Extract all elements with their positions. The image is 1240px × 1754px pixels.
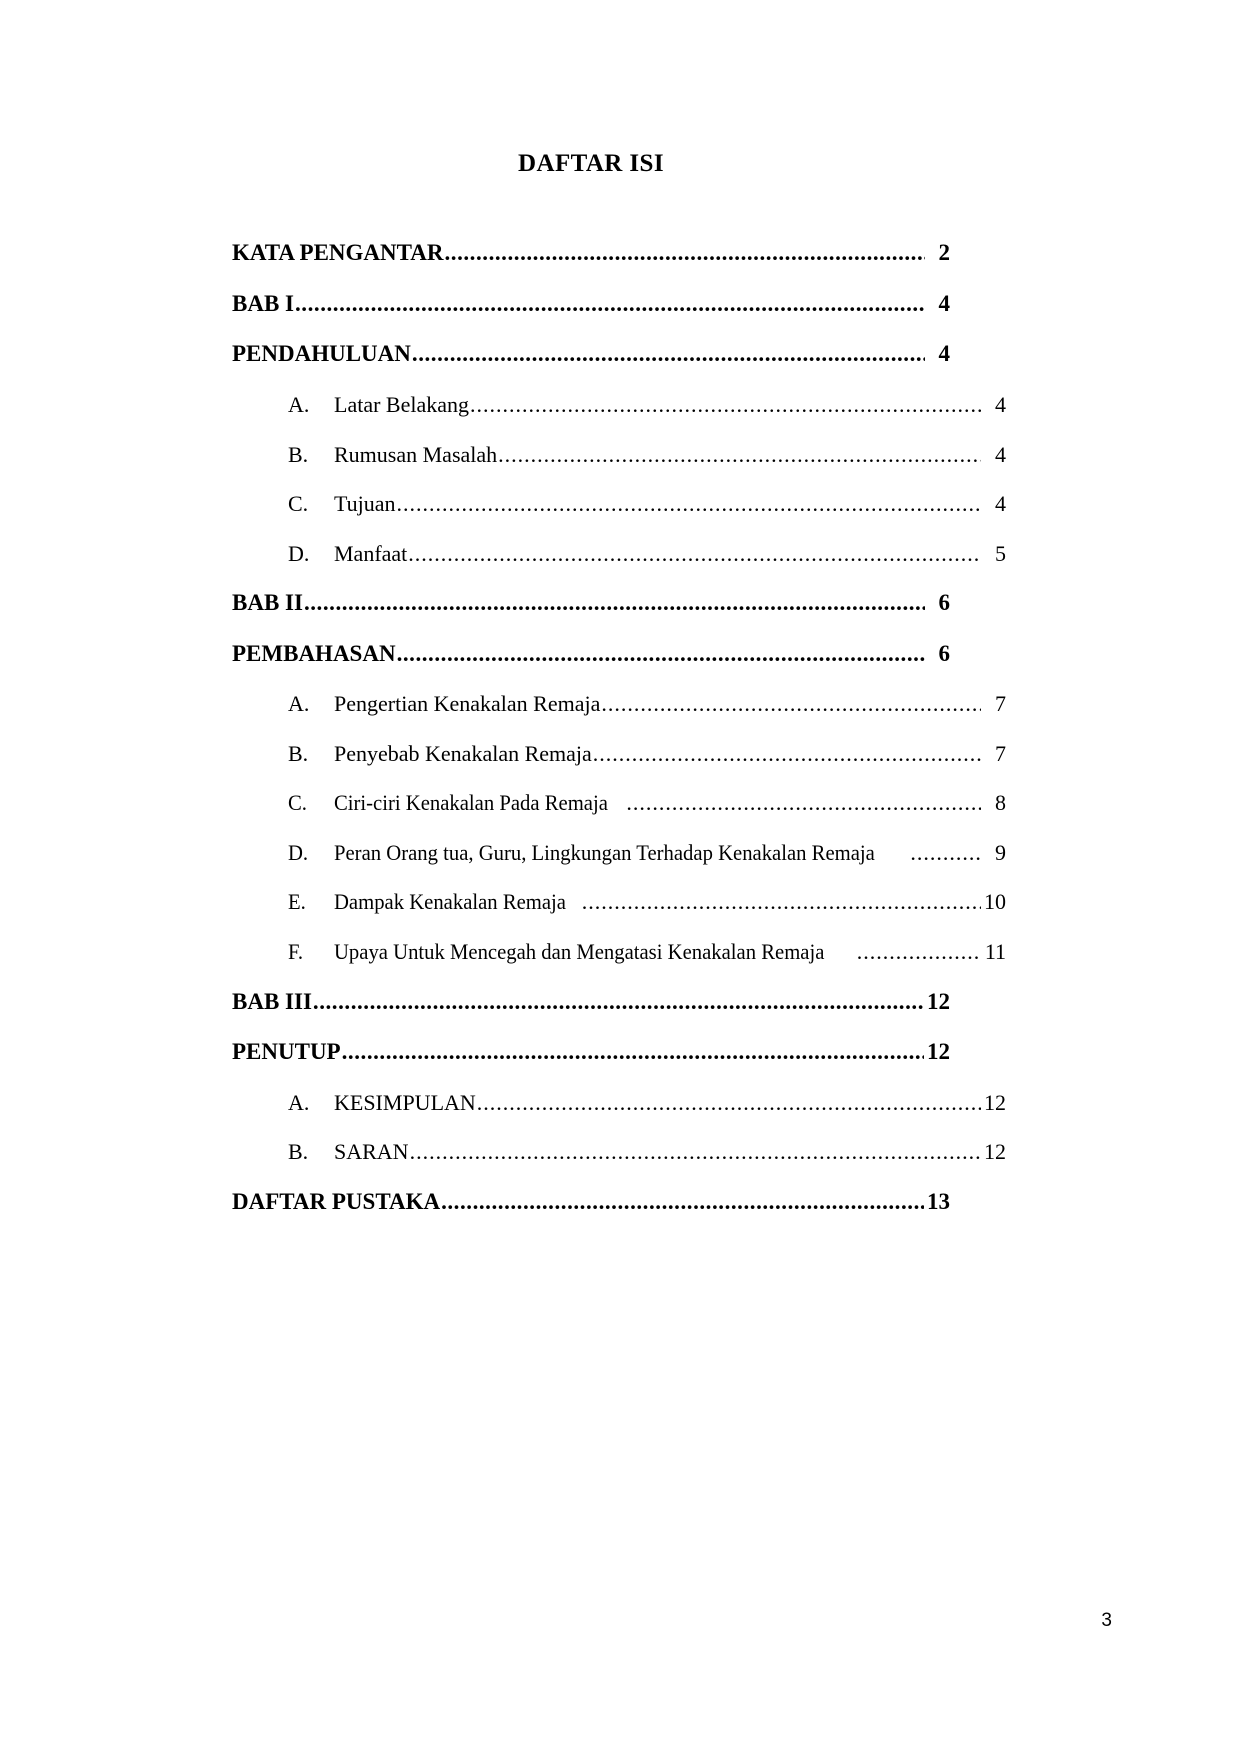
toc-entry-marker: B. <box>288 1139 309 1165</box>
toc-entry-marker: E. <box>288 889 306 915</box>
toc-entry[interactable] <box>232 989 950 1016</box>
toc-entry-page-number: 4 <box>938 290 950 316</box>
toc-entry-page-number: 5 <box>995 540 1006 566</box>
toc-entry-page-number: 2 <box>938 240 950 265</box>
toc-entry-label: Latar Belakang <box>334 392 469 418</box>
toc-dot-leader <box>441 1189 924 1216</box>
toc-dot-leader <box>410 1139 981 1165</box>
toc-entry-label: Dampak Kenakalan Remaja <box>334 889 566 915</box>
toc-dot-leader <box>295 291 925 318</box>
toc-entry[interactable] <box>232 392 1006 418</box>
toc-entry[interactable] <box>232 1039 950 1066</box>
toc-dot-leader <box>498 442 981 468</box>
toc-entry-marker: A. <box>288 392 310 418</box>
toc-entry-page-number: 12 <box>927 1039 950 1065</box>
toc-dot-leader <box>626 790 981 816</box>
toc-entry-marker: C. <box>288 491 309 517</box>
toc-dot-leader <box>593 741 981 767</box>
toc-entry-label: Penyebab Kenakalan Remaja <box>334 740 592 766</box>
toc-dot-leader <box>477 1090 981 1116</box>
toc-entry[interactable] <box>232 442 1006 468</box>
toc-entry-page-number: 11 <box>984 939 1006 964</box>
toc-entry[interactable] <box>232 291 950 318</box>
toc-dot-leader <box>470 392 981 418</box>
toc-entry-label: DAFTAR PUSTAKA <box>232 1188 441 1214</box>
toc-entry[interactable] <box>232 341 950 368</box>
toc-entry-label: PENUTUP <box>232 1039 341 1065</box>
toc-entry-label: KESIMPULAN <box>334 1089 476 1115</box>
toc-entry[interactable] <box>232 741 1006 767</box>
toc-entry[interactable] <box>232 939 1006 965</box>
toc-dot-leader <box>397 641 925 668</box>
toc-entry-marker: D. <box>288 839 309 865</box>
toc-entry[interactable] <box>232 1189 950 1216</box>
toc-entry-marker: B. <box>288 441 309 467</box>
toc-entry-page-number: 12 <box>984 1089 1006 1115</box>
toc-entry[interactable] <box>232 889 1006 915</box>
toc-entry-page-number: 4 <box>938 341 950 367</box>
toc-dot-leader <box>910 840 981 866</box>
toc-entry-label: Rumusan Masalah <box>334 441 498 467</box>
toc-entry[interactable] <box>232 541 1006 567</box>
toc-entry-label: Pengertian Kenakalan Remaja <box>334 691 601 717</box>
toc-dot-leader <box>601 691 981 717</box>
toc-entry[interactable] <box>232 1090 1006 1116</box>
toc-dot-leader <box>444 240 925 267</box>
toc-entry-page-number: 7 <box>995 691 1006 717</box>
toc-entry-label: KATA PENGANTAR <box>232 240 444 265</box>
toc-dot-leader <box>342 1039 924 1066</box>
toc-entry-label: Upaya Untuk Mencegah dan Mengatasi Kenakalan Remaja <box>334 939 825 964</box>
toc-entry-label: BAB III <box>232 988 312 1014</box>
toc-dot-leader <box>857 939 981 965</box>
toc-entry[interactable] <box>232 691 1006 717</box>
toc-entry-page-number: 9 <box>995 839 1006 865</box>
table-of-contents-list <box>232 240 1006 1216</box>
toc-entry-page-number: 12 <box>927 988 950 1014</box>
toc-dot-leader <box>412 341 925 368</box>
footer-page-number: 3 <box>1101 1610 1112 1631</box>
toc-entry-page-number: 6 <box>938 640 950 666</box>
toc-entry-marker: A. <box>288 691 310 717</box>
toc-entry-page-number: 4 <box>995 441 1006 467</box>
toc-dot-leader <box>397 491 981 517</box>
toc-entry-label: Ciri-ciri Kenakalan Pada Remaja <box>334 790 608 816</box>
toc-entry-marker: D. <box>288 540 310 566</box>
toc-entry-page-number: 4 <box>995 491 1006 517</box>
toc-dot-leader <box>304 590 925 617</box>
toc-entry-page-number: 13 <box>927 1188 950 1214</box>
toc-entry-page-number: 8 <box>995 790 1006 816</box>
toc-entry-marker: F. <box>288 939 304 964</box>
toc-entry[interactable] <box>232 840 1006 866</box>
toc-entry-page-number: 4 <box>995 392 1006 418</box>
toc-entry[interactable] <box>232 1139 1006 1165</box>
toc-entry-label: BAB II <box>232 590 303 616</box>
toc-entry-label: PENDAHULUAN <box>232 341 411 367</box>
toc-dot-leader <box>313 989 924 1016</box>
toc-entry-label: PEMBAHASAN <box>232 640 396 666</box>
toc-entry-page-number: 12 <box>984 1139 1006 1165</box>
page-title: DAFTAR ISI <box>518 150 664 177</box>
toc-entry[interactable] <box>232 240 950 267</box>
toc-entry-marker: A. <box>288 1089 310 1115</box>
toc-entry[interactable] <box>232 790 1006 816</box>
toc-content <box>232 150 1006 1240</box>
toc-entry-marker: B. <box>288 740 309 766</box>
toc-entry-label: BAB I <box>232 290 294 316</box>
toc-dot-leader <box>582 889 981 915</box>
toc-entry-label: Peran Orang tua, Guru, Lingkungan Terhadap Kenakalan Remaja <box>334 839 875 865</box>
toc-entry[interactable] <box>232 641 950 668</box>
toc-entry-label: SARAN <box>334 1139 409 1165</box>
toc-entry[interactable] <box>232 590 950 617</box>
toc-entry-label: Tujuan <box>334 491 396 517</box>
toc-entry[interactable] <box>232 491 1006 517</box>
toc-dot-leader <box>408 541 981 567</box>
toc-entry-page-number: 6 <box>938 590 950 616</box>
toc-entry-page-number: 7 <box>995 740 1006 766</box>
toc-entry-marker: C. <box>288 790 307 816</box>
toc-entry-page-number: 10 <box>984 889 1006 915</box>
toc-entry-label: Manfaat <box>334 540 408 566</box>
